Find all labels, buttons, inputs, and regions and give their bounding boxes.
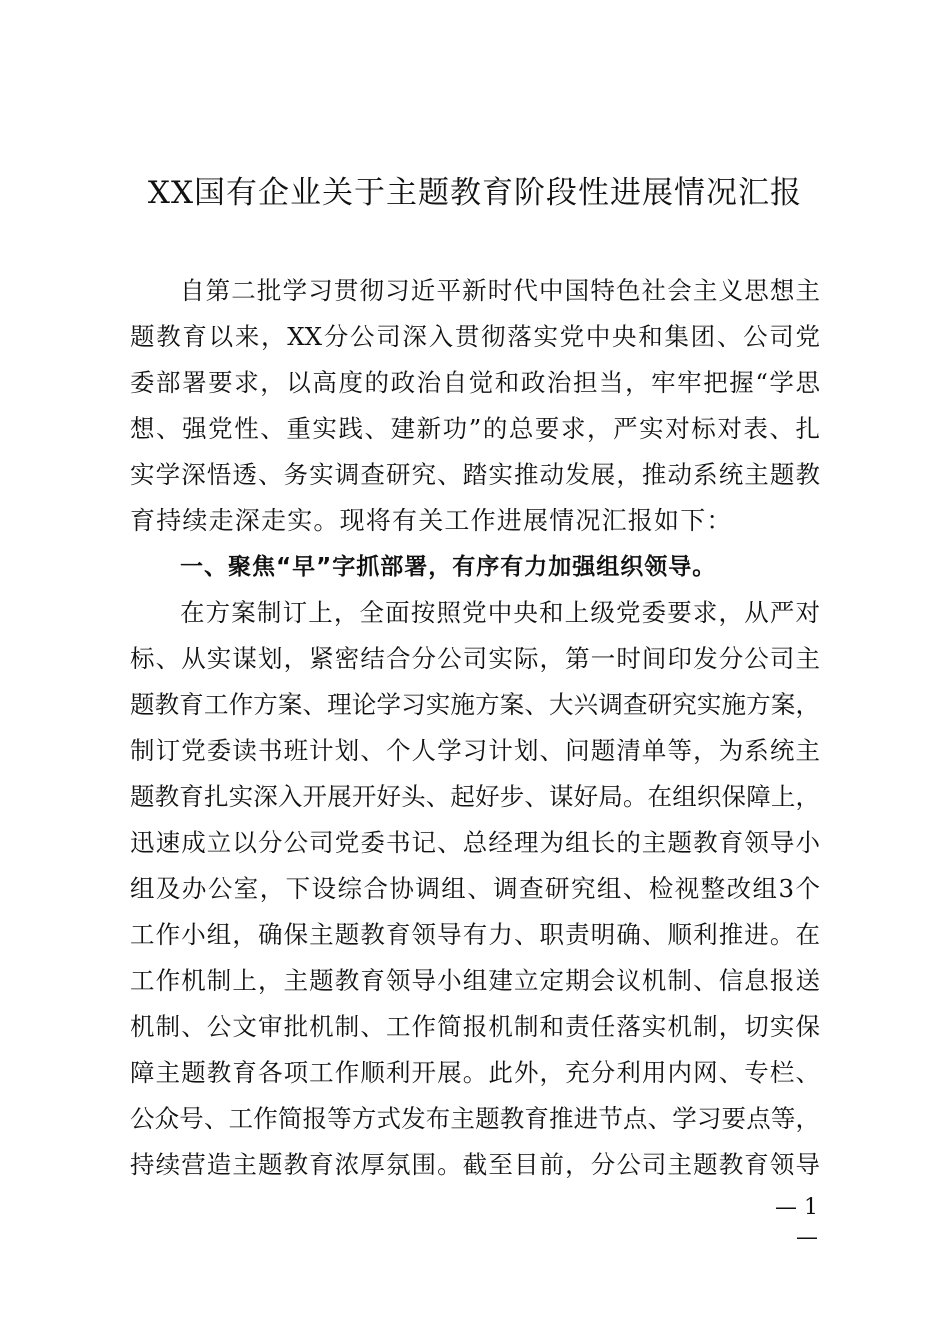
section-line: 制订党委读书班计划、个人学习计划、问题清单等，为系统主 bbox=[130, 736, 820, 765]
section-line: 迅速成立以分公司党委书记、总经理为组长的主题教育领导小 bbox=[130, 828, 820, 857]
section-line: 公众号、工作简报等方式发布主题教育推进节点、学习要点等， bbox=[130, 1104, 820, 1133]
intro-line: 自第二批学习贯彻习近平新时代中国特色社会主义思想主 bbox=[180, 276, 820, 305]
section-line: 题教育工作方案、理论学习实施方案、大兴调查研究实施方案， bbox=[130, 690, 820, 719]
intro-line: 想、强党性、重实践、建新功”的总要求，严实对标对表、扎 bbox=[130, 414, 820, 443]
section-line: 标、从实谋划，紧密结合分公司实际，第一时间印发分公司主 bbox=[130, 644, 820, 673]
section-line: 在方案制订上，全面按照党中央和上级党委要求，从严对 bbox=[180, 598, 820, 627]
section-line: 机制、公文审批机制、工作简报机制和责任落实机制，切实保 bbox=[130, 1012, 820, 1041]
intro-line: 委部署要求，以高度的政治自觉和政治担当，牢牢把握“学思 bbox=[130, 368, 820, 397]
section-line: 障主题教育各项工作顺利开展。此外，充分利用内网、专栏、 bbox=[130, 1058, 820, 1087]
section-line: 组及办公室，下设综合协调组、调查研究组、检视整改组3个 bbox=[130, 874, 820, 903]
page-number: — 1 — bbox=[775, 1195, 818, 1250]
document-title: XX国有企业关于主题教育阶段性进展情况汇报 bbox=[147, 175, 803, 211]
intro-line: 育持续走深走实。现将有关工作进展情况汇报如下： bbox=[130, 506, 733, 535]
section-line: 工作小组，确保主题教育领导有力、职责明确、顺利推进。在 bbox=[130, 920, 820, 949]
section-heading: 一、聚焦“早”字抓部署，有序有力加强组织领导。 bbox=[180, 554, 717, 580]
intro-line: 题教育以来，XX分公司深入贯彻落实党中央和集团、公司党 bbox=[130, 322, 820, 351]
section-line: 工作机制上，主题教育领导小组建立定期会议机制、信息报送 bbox=[130, 966, 820, 995]
intro-line: 实学深悟透、务实调查研究、踏实推动发展，推动系统主题教 bbox=[130, 460, 820, 489]
section-line: 题教育扎实深入开展开好头、起好步、谋好局。在组织保障上， bbox=[130, 782, 820, 811]
section-line: 持续营造主题教育浓厚氛围。截至目前，分公司主题教育领导 bbox=[130, 1150, 820, 1179]
